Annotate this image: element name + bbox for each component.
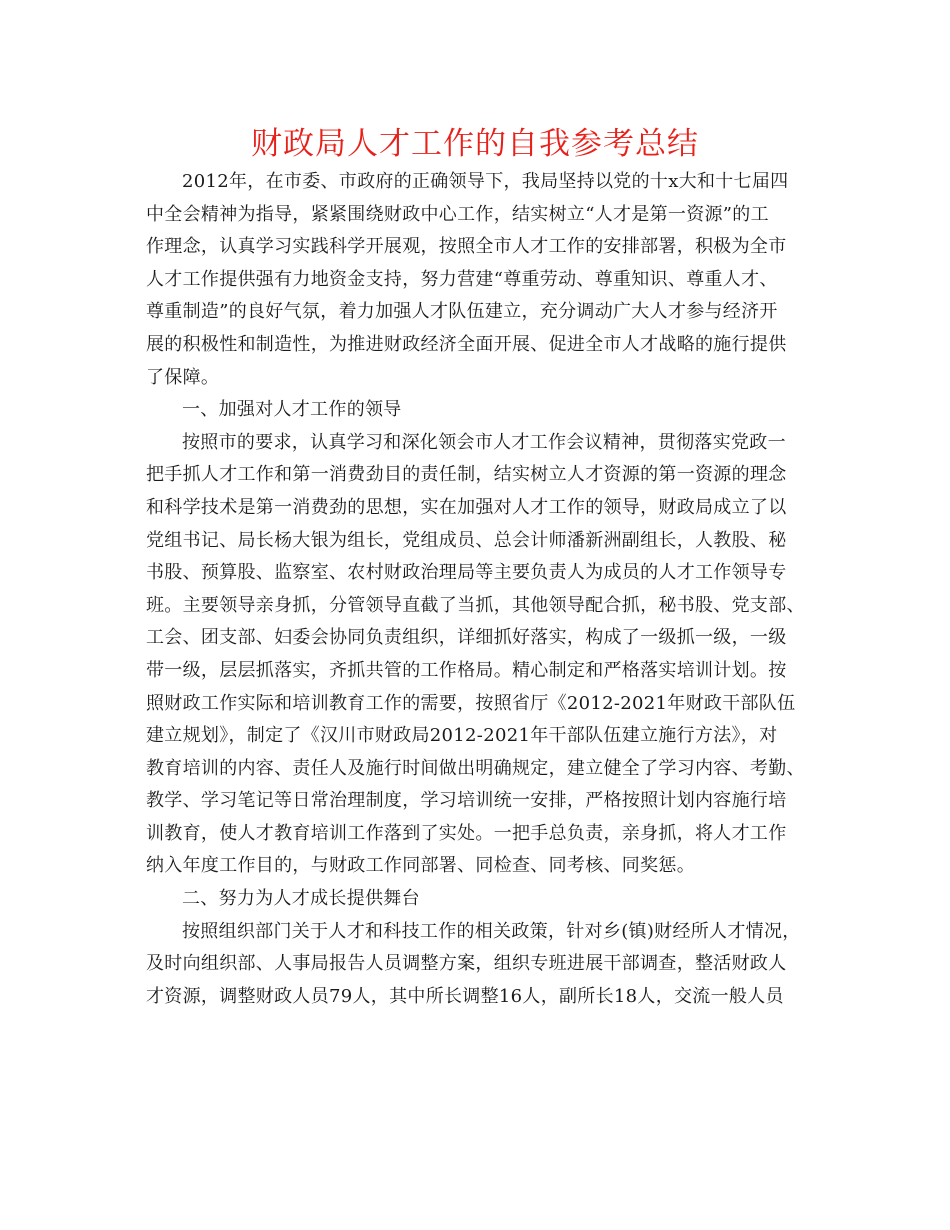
text-line: 作理念，认真学习实践科学开展观，按照全市人才工作的安排部署，积极为全市 bbox=[146, 236, 787, 258]
text-line: 才资源，调整财政人员79人，其中所长调整16人，副所长18人，交流一般人员 bbox=[146, 985, 784, 1007]
text-line: 中全会精神为指导，紧紧围绕财政中心工作，结实树立“人才是第一资源”的工 bbox=[146, 203, 769, 225]
text-line: 书股、预算股、监察室、农村财政治理局等主要负责人为成员的人才工作领导专 bbox=[146, 562, 787, 584]
document-body bbox=[146, 166, 806, 1013]
text-line: 教育培训的内容、责任人及施行时间做出明确规定，建立健全了学习内容、考勤、 bbox=[146, 757, 805, 779]
text-line: 建立规划》，制定了《汉川市财政局2012-2021年干部队伍建立施行方法》，对 bbox=[146, 725, 778, 747]
text-line: 及时向组织部、人事局报告人员调整方案，组织专班进展干部调查，整活财政人 bbox=[146, 953, 787, 975]
text-line: 纳入年度工作目的，与财政工作同部署、同检查、同考核、同奖惩。 bbox=[146, 855, 695, 877]
text-line: 和科学技术是第一消费劲的思想，实在加强对人才工作的领导，财政局成立了以 bbox=[146, 496, 787, 518]
text-line: 展的积极性和制造性，为推进财政经济全面开展、促进全市人才战略的施行提供 bbox=[146, 333, 787, 355]
text-line: 工会、团支部、妇委会协同负责组织，详细抓好落实，构成了一级抓一级，一级 bbox=[146, 627, 787, 649]
text-line: 尊重制造”的良好气氛，着力加强人才队伍建立，充分调动广大人才参与经济开 bbox=[146, 301, 778, 323]
text-line: 带一级，层层抓落实，齐抓共管的工作格局。精心制定和严格落实培训计划。按 bbox=[146, 659, 787, 681]
text-line: 了保障。 bbox=[146, 366, 220, 388]
text-line: 二、努力为人才成长提供舞台 bbox=[182, 888, 420, 910]
text-line: 一、加强对人才工作的领导 bbox=[182, 399, 402, 421]
document-title: 财政局人才工作的自我参考总结 bbox=[251, 126, 699, 162]
text-line: 按照市的要求，认真学习和深化领会市人才工作会议精神，贯彻落实党政一 bbox=[182, 431, 786, 453]
text-line: 把手抓人才工作和第一消费劲目的责任制，结实树立人才资源的第一资源的理念 bbox=[146, 464, 787, 486]
text-line: 教学、学习笔记等日常治理制度，学习培训统一安排，严格按照计划内容施行培 bbox=[146, 790, 787, 812]
text-line: 班。主要领导亲身抓，分管领导直截了当抓，其他领导配合抓，秘书股、党支部、 bbox=[146, 594, 805, 616]
text-line: 训教育，使人才教育培训工作落到了实处。一把手总负责，亲身抓，将人才工作 bbox=[146, 822, 787, 844]
text-line: 按照组织部门关于人才和科技工作的相关政策，针对乡(镇)财经所人才情况， bbox=[182, 920, 801, 942]
text-line: 2012年，在市委、市政府的正确领导下，我局坚持以党的十x大和十七届四 bbox=[182, 171, 789, 192]
text-line: 照财政工作实际和培训教育工作的需要，按照省厅《2012-2021年财政干部队伍 bbox=[146, 692, 796, 714]
text-line: 党组书记、局长杨大银为组长，党组成员、总会计师潘新洲副组长，人教股、秘 bbox=[146, 529, 787, 551]
text-line: 人才工作提供强有力地资金支持，努力营建“尊重劳动、尊重知识、尊重人才、 bbox=[146, 268, 778, 290]
